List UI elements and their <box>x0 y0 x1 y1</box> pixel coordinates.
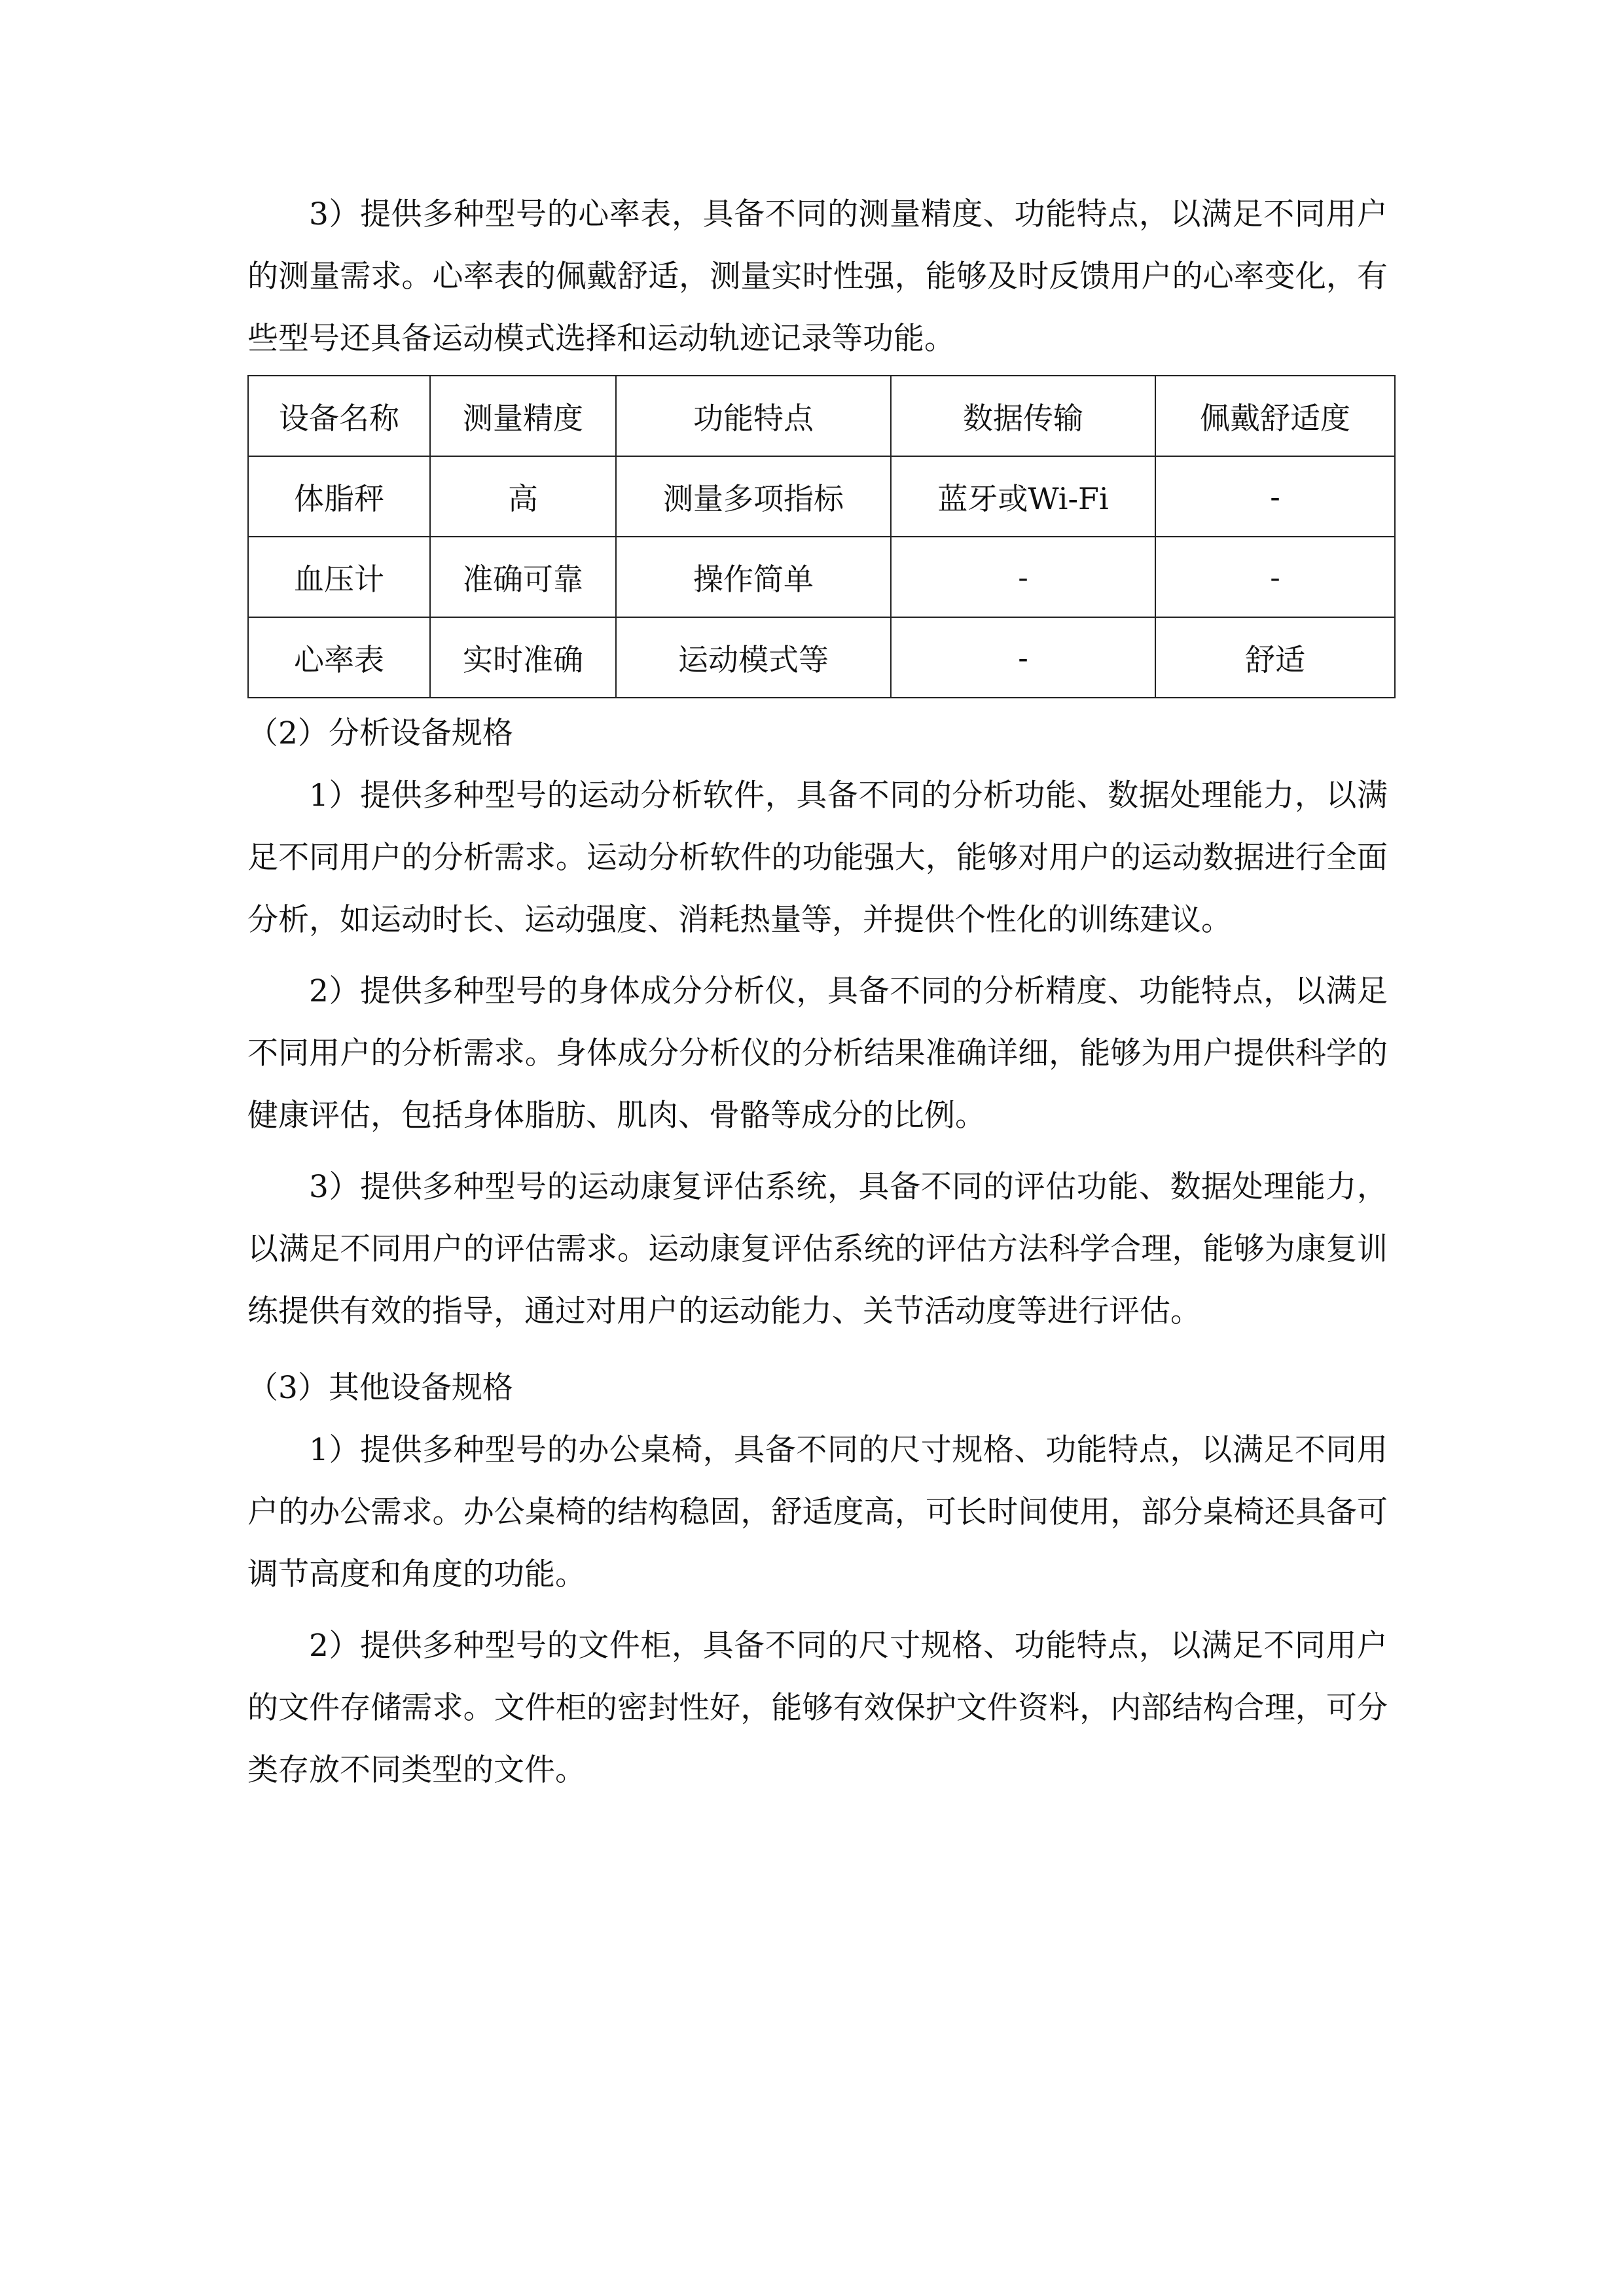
table-cell: 体脂秤 <box>248 456 430 537</box>
header-measure-accuracy: 测量精度 <box>430 376 616 456</box>
header-data-transfer: 数据传输 <box>891 376 1155 456</box>
table-row <box>248 617 1395 698</box>
section-heading-analysis-devices: （2）分析设备规格 <box>247 715 513 751</box>
motion-analysis-software-paragraph: 1）提供多种型号的运动分析软件，具备不同的分析功能、数据处理能力，以满足不同用户的分析需求。运动分析软件的功能强大，能够对用户的运动数据进行全面分析，如运动时长、运动强度、消耗热量等，并提供个性化的训练建议。 <box>247 778 1388 938</box>
file-cabinet-paragraph: 2）提供多种型号的文件柜，具备不同的尺寸规格、功能特点，以满足不同用户的文件存储需求。文件柜的密封性好，能够有效保护文件资料，内部结构合理，可分类存放不同类型的文件。 <box>247 1628 1388 1788</box>
table-cell: 高 <box>430 456 616 537</box>
section-heading-other-devices: （3）其他设备规格 <box>247 1370 513 1406</box>
office-furniture-paragraph: 1）提供多种型号的办公桌椅，具备不同的尺寸规格、功能特点，以满足不同用户的办公需求。办公桌椅的结构稳固，舒适度高，可长时间使用，部分桌椅还具备可调节高度和角度的功能。 <box>247 1432 1388 1592</box>
table-row <box>248 537 1395 617</box>
table-cell: 运动模式等 <box>616 617 891 698</box>
table-cell: 实时准确 <box>430 617 616 698</box>
table-cell: 准确可靠 <box>430 537 616 617</box>
table-cell: - <box>1155 537 1395 617</box>
document-page <box>247 183 1388 1801</box>
table-row <box>248 456 1395 537</box>
device-spec-table <box>247 375 1396 698</box>
heart-rate-monitor-paragraph: 3）提供多种型号的心率表，具备不同的测量精度、功能特点，以满足不同用户的测量需求。心率表的佩戴舒适，测量实时性强，能够及时反馈用户的心率变化，有些型号还具备运动模式选择和运动轨迹记录等功能。 <box>247 196 1388 357</box>
table-cell: 操作简单 <box>616 537 891 617</box>
table-header-row <box>248 376 1395 456</box>
body-composition-analyzer-paragraph: 2）提供多种型号的身体成分分析仪，具备不同的分析精度、功能特点，以满足不同用户的分析需求。身体成分分析仪的分析结果准确详细，能够为用户提供科学的健康评估，包括身体脂肪、肌肉、骨骼等成分的比例。 <box>247 973 1388 1134</box>
header-wear-comfort: 佩戴舒适度 <box>1155 376 1395 456</box>
header-device-name: 设备名称 <box>248 376 430 456</box>
table-cell: 舒适 <box>1155 617 1395 698</box>
table-cell: 血压计 <box>248 537 430 617</box>
table-cell: 蓝牙或Wi-Fi <box>891 456 1155 537</box>
table-cell: 心率表 <box>248 617 430 698</box>
header-features: 功能特点 <box>616 376 891 456</box>
rehab-assessment-system-paragraph: 3）提供多种型号的运动康复评估系统，具备不同的评估功能、数据处理能力，以满足不同用户的评估需求。运动康复评估系统的评估方法科学合理，能够为康复训练提供有效的指导，通过对用户的运动能力、关节活动度等进行评估。 <box>247 1169 1388 1329</box>
table-cell: 测量多项指标 <box>616 456 891 537</box>
table-cell: - <box>891 617 1155 698</box>
table-cell: - <box>1155 456 1395 537</box>
table-cell: - <box>891 537 1155 617</box>
